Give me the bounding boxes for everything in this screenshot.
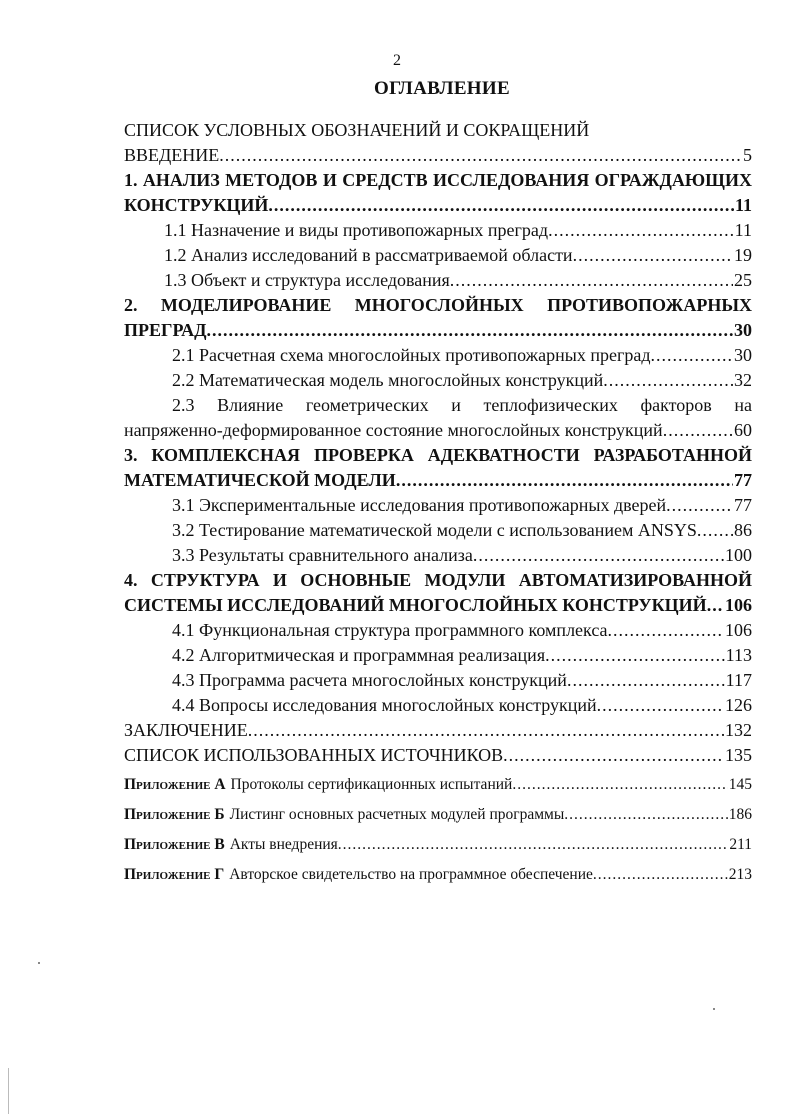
dot-leader <box>545 643 725 668</box>
toc-entry-text: ЗАКЛЮЧЕНИЕ <box>124 720 248 740</box>
toc-page-number: 100 <box>725 545 752 565</box>
dot-leader <box>651 343 734 368</box>
dot-leader <box>338 832 729 858</box>
heading-word: Влияние <box>217 395 284 415</box>
toc-conclusion[interactable] <box>124 718 752 743</box>
toc-entry-text: ВВЕДЕНИЕ <box>124 145 220 165</box>
heading-word: АДЕКВАТНОСТИ <box>427 445 580 465</box>
toc-entry-text: 3.2 Тестирование математической модели с использованием ANSYS <box>172 520 697 540</box>
toc-page-number: 30 <box>734 345 752 365</box>
heading-word: геометрических <box>305 395 429 415</box>
toc-chapter-2-heading-cont[interactable] <box>124 318 752 343</box>
toc-entry-text: напряженно-деформированное состояние многослойных конструкций <box>124 420 663 440</box>
toc-chapter-2-heading[interactable] <box>124 293 752 318</box>
heading-word: и <box>451 395 461 415</box>
heading-word: 3. <box>124 445 138 465</box>
heading-word: МОДЕЛИРОВАНИЕ <box>160 295 332 315</box>
toc-page-number: 30 <box>734 320 752 340</box>
scan-artifact <box>8 1068 9 1114</box>
toc-appendix-b[interactable] <box>124 802 752 828</box>
toc-section-4-2[interactable] <box>124 643 752 668</box>
dot-leader <box>597 693 724 718</box>
toc-chapter-4-heading[interactable] <box>124 568 752 593</box>
heading-word: СТРУКТУРА <box>150 570 260 590</box>
toc-section-3-3[interactable] <box>124 543 752 568</box>
toc-abbreviations[interactable] <box>124 118 752 143</box>
dot-leader <box>503 743 724 768</box>
toc-page-number: 145 <box>728 776 752 793</box>
toc-page-number: 126 <box>725 695 752 715</box>
toc-entry-text: КОНСТРУКЦИЙ <box>124 195 269 215</box>
dot-leader <box>564 802 727 828</box>
heading-word: ИССЛЕДОВАНИЯ <box>432 170 590 190</box>
toc-page-number: 77 <box>734 495 752 515</box>
toc-page-number: 77 <box>734 470 752 490</box>
toc-entry-text: СИСТЕМЫ ИССЛЕДОВАНИЙ МНОГОСЛОЙНЫХ КОНСТРУКЦИЙ <box>124 595 707 615</box>
dot-leader <box>608 618 724 643</box>
toc-entry-text: 4.2 Алгоритмическая и программная реализация <box>172 645 546 665</box>
toc-entry-text: 3.1 Экспериментальные исследования противопожарных дверей <box>172 495 667 515</box>
heading-word: МНОГОСЛОЙНЫХ <box>354 295 524 315</box>
scan-artifact <box>713 1008 715 1010</box>
toc-entry-text: 1.2 Анализ исследований в рассматриваемой области <box>164 245 573 265</box>
heading-word: 2.3 <box>172 395 195 415</box>
toc-page-number: 106 <box>725 620 752 640</box>
toc-page-number: 211 <box>729 836 752 853</box>
toc-references[interactable] <box>124 743 752 768</box>
toc-section-2-3[interactable] <box>124 393 752 418</box>
dot-leader <box>512 772 727 798</box>
toc-section-4-1[interactable] <box>124 618 752 643</box>
toc-introduction[interactable] <box>124 143 752 168</box>
heading-word: 2. <box>124 295 138 315</box>
heading-word: МЕТОДОВ <box>225 170 318 190</box>
dot-leader <box>567 668 725 693</box>
heading-word: КОМПЛЕКСНАЯ <box>151 445 301 465</box>
toc-page-number: 186 <box>728 806 752 823</box>
toc-appendix-v[interactable] <box>124 832 752 858</box>
toc-entry-text: 4.1 Функциональная структура программного комплекса <box>172 620 608 640</box>
toc-section-3-2[interactable] <box>124 518 752 543</box>
toc-section-4-3[interactable] <box>124 668 752 693</box>
toc-entry-text: 2.1 Расчетная схема многослойных противопожарных преград <box>172 345 651 365</box>
dot-leader <box>450 268 733 293</box>
heading-word: РАЗРАБОТАННОЙ <box>593 445 752 465</box>
scan-artifact <box>38 962 40 964</box>
toc-section-2-2[interactable] <box>124 368 752 393</box>
appendix-label: Приложение Б <box>124 806 225 823</box>
toc-section-4-4[interactable] <box>124 693 752 718</box>
toc-chapter-1-heading-cont[interactable] <box>124 193 752 218</box>
toc-page-number: 106 <box>725 595 752 615</box>
toc-section-3-1[interactable] <box>124 493 752 518</box>
dot-leader <box>707 593 724 618</box>
toc-section-1-3[interactable] <box>124 268 752 293</box>
toc-chapter-3-heading-cont[interactable] <box>124 468 752 493</box>
dot-leader <box>666 493 733 518</box>
heading-word: ПРОВЕРКА <box>313 445 414 465</box>
toc-section-2-3-cont[interactable] <box>124 418 752 443</box>
heading-word: И <box>322 170 337 190</box>
toc-page-number: 86 <box>734 520 752 540</box>
toc-entry-text: Листинг основных расчетных модулей программы <box>229 806 565 823</box>
toc-chapter-1-heading[interactable] <box>124 168 752 193</box>
toc-page-number: 60 <box>734 420 752 440</box>
dot-leader <box>593 862 728 888</box>
toc-entry-text: ПРЕГРАД <box>124 320 207 340</box>
dot-leader <box>697 518 733 543</box>
heading-word: факторов <box>640 395 712 415</box>
toc-page-number: 25 <box>734 270 752 290</box>
toc-section-1-2[interactable] <box>124 243 752 268</box>
table-of-contents <box>124 118 752 888</box>
toc-entry-text: 1.3 Объект и структура исследования <box>164 270 450 290</box>
toc-page-number: 213 <box>728 866 752 883</box>
dot-leader <box>248 718 724 743</box>
heading-word: 4. <box>124 570 138 590</box>
dot-leader <box>573 243 733 268</box>
heading-word: СРЕДСТВ <box>342 170 428 190</box>
toc-section-2-1[interactable] <box>124 343 752 368</box>
dot-leader <box>396 468 733 493</box>
appendix-label: Приложение А <box>124 776 226 793</box>
page-number: 2 <box>393 52 401 69</box>
appendix-label: Приложение Г <box>124 866 225 883</box>
toc-entry-text: 1.1 Назначение и виды противопожарных преград <box>164 220 549 240</box>
heading-word: ОГРАЖДАЮЩИХ <box>594 170 752 190</box>
page-title: ОГЛАВЛЕНИЕ <box>374 78 510 99</box>
toc-entry-text: 2.2 Математическая модель многослойных конструкций <box>172 370 604 390</box>
dot-leader <box>207 318 733 343</box>
dot-leader <box>473 543 724 568</box>
toc-entry-text: Протоколы сертификационных испытаний <box>230 776 513 793</box>
toc-entry-text: 4.3 Программа расчета многослойных конструкций <box>172 670 567 690</box>
toc-entry-text: СПИСОК УСЛОВНЫХ ОБОЗНАЧЕНИЙ И СОКРАЩЕНИЙ <box>124 120 590 140</box>
toc-appendix-a[interactable] <box>124 772 752 798</box>
heading-word: И <box>272 570 287 590</box>
toc-section-1-1[interactable] <box>124 218 752 243</box>
heading-word: теплофизических <box>483 395 618 415</box>
toc-chapter-4-heading-cont[interactable] <box>124 593 752 618</box>
toc-entry-text: СПИСОК ИСПОЛЬЗОВАННЫХ ИСТОЧНИКОВ <box>124 745 504 765</box>
toc-page-number: 32 <box>734 370 752 390</box>
toc-page-number: 19 <box>734 245 752 265</box>
toc-entry-text: МАТЕМАТИЧЕСКОЙ МОДЕЛИ <box>124 470 396 490</box>
toc-entry-text: Акты внедрения <box>229 836 338 853</box>
toc-page-number: 11 <box>734 195 752 215</box>
dot-leader <box>603 368 733 393</box>
dot-leader <box>663 418 733 443</box>
toc-page-number: 113 <box>725 645 752 665</box>
toc-appendix-g[interactable] <box>124 862 752 888</box>
toc-page-number: 132 <box>725 720 752 740</box>
toc-page-number: 5 <box>743 145 752 165</box>
heading-word: МОДУЛИ <box>424 570 506 590</box>
toc-entry-text: 4.4 Вопросы исследования многослойных конструкций <box>172 695 597 715</box>
heading-word: 1. <box>124 170 138 190</box>
toc-chapter-3-heading[interactable] <box>124 443 752 468</box>
appendix-label: Приложение В <box>124 836 225 853</box>
toc-entry-text: Авторское свидетельство на программное обеспечение <box>229 866 593 883</box>
toc-page-number: 11 <box>734 220 752 240</box>
dot-leader <box>268 193 734 218</box>
heading-word: ПРОТИВОПОЖАРНЫХ <box>547 295 752 315</box>
heading-word: АНАЛИЗ <box>142 170 220 190</box>
dot-leader <box>219 143 742 168</box>
heading-word: АВТОМАТИЗИРОВАННОЙ <box>518 570 752 590</box>
toc-page-number: 135 <box>725 745 752 765</box>
heading-word: ОСНОВНЫЕ <box>300 570 412 590</box>
heading-word: на <box>734 395 752 415</box>
dot-leader <box>548 218 734 243</box>
toc-page-number: 117 <box>725 670 752 690</box>
toc-entry-text: 3.3 Результаты сравнительного анализа <box>172 545 473 565</box>
